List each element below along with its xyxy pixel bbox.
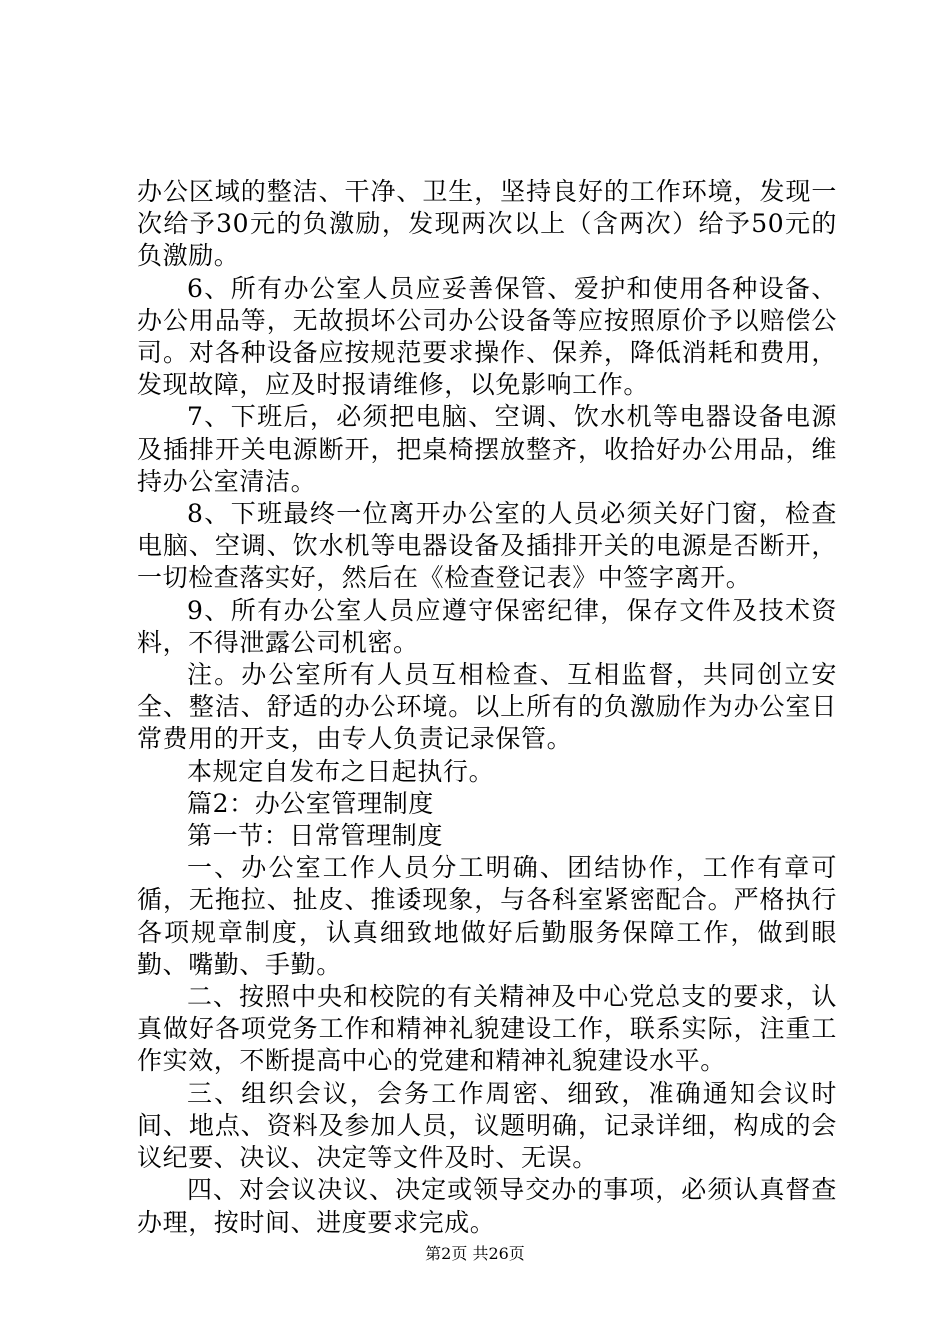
paragraph-1: 办公区域的整洁、干净、卫生，坚持良好的工作环境，发现一次给予30元的负激励，发现两次以上（含两次）给予50元的负激励。 [137,177,837,271]
document-body [137,176,837,1239]
paragraph-10: 一、办公室工作人员分工明确、团结协作，工作有章可循，无拖拉、扯皮、推诿现象，与各科室紧密配合。严格执行各项规章制度，认真细致地做好后勤服务保障工作，做到眼勤、嘴勤、手勤。 [137,853,837,979]
paragraph-4: 8、下班最终一位离开办公室的人员必须关好门窗，检查电脑、空调、饮水机等电器设备及插排开关的电源是否断开，一切检查落实好，然后在《检查登记表》中签字离开。 [137,499,837,593]
paragraph-3: 7、下班后，必须把电脑、空调、饮水机等电器设备电源及插排开关电源断开，把桌椅摆放整齐，收拾好办公用品，维持办公室清洁。 [137,402,837,496]
paragraph-2: 6、所有办公室人员应妥善保管、爱护和使用各种设备、办公用品等，无故损坏公司办公设备等应按照原价予以赔偿公司。对各种设备应按规范要求操作、保养，降低消耗和费用，发现故障，应及时报请维修，以免影响工作。 [137,273,837,400]
paragraph-6: 注。办公室所有人员互相检查、互相监督，共同创立安全、整洁、舒适的办公环境。以上所有的负激励作为办公室日常费用的开支，由专人负责记录保管。 [137,660,837,754]
paragraph-7: 本规定自发布之日起执行。 [187,756,495,786]
section-heading: 篇2：办公室管理制度 [187,788,434,818]
subsection-heading: 第一节：日常管理制度 [187,821,444,851]
paragraph-12: 三、组织会议，会务工作周密、细致，准确通知会议时间、地点、资料及参加人员，议题明确，记录详细，构成的会议纪要、决议、决定等文件及时、无误。 [137,1078,837,1173]
page-number-footer: 第2页 共26页 [425,1244,525,1263]
paragraph-11: 二、按照中央和校院的有关精神及中心党总支的要求，认真做好各项党务工作和精神礼貌建设工作，联系实际，注重工作实效，不断提高中心的党建和精神礼貌建设水平。 [137,982,837,1076]
paragraph-13: 四、对会议决议、决定或领导交办的事项，必须认真督查办理，按时间、进度要求完成。 [137,1175,837,1237]
paragraph-5: 9、所有办公室人员应遵守保密纪律，保存文件及技术资料，不得泄露公司机密。 [137,595,837,657]
